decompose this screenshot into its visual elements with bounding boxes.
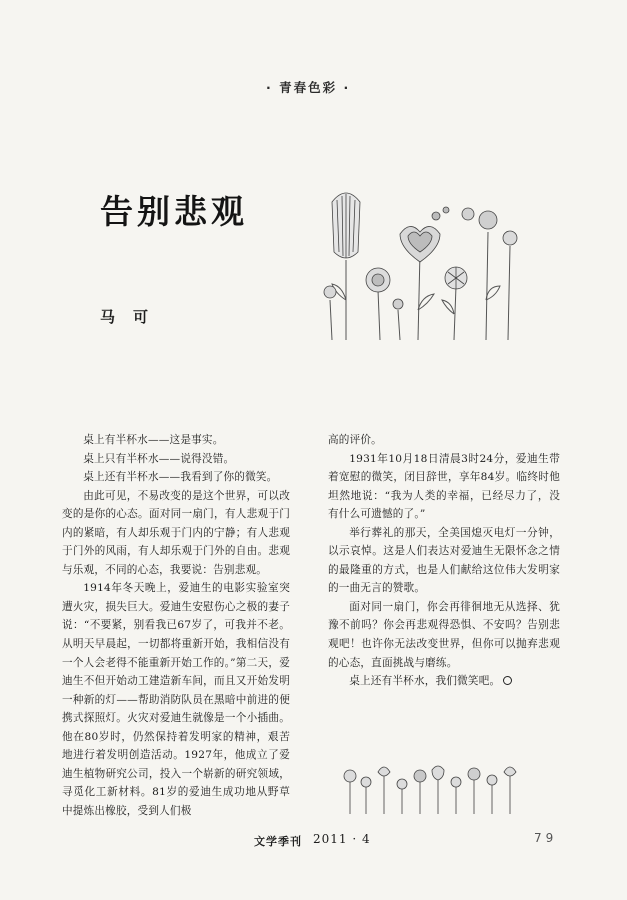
- body-paragraph: 举行葬礼的那天，全美国熄灭电灯一分钟，以示哀悼。这是人们表达对爱迪生无限怀念之情的最隆重的方式，也是人们献给这位伟大发明家的一曲无言的赞歌。: [328, 526, 560, 595]
- article-author: 马可: [100, 308, 167, 326]
- body-paragraph: 由此可见，不易改变的是这个世界，可以改变的是你的心态。面对同一扇门，有人悲观于门内的紧暗，有人却乐观于门内的宁静；有人悲观于门外的风雨，有人却乐观于门外的自由。悲观与乐观，不同的心态，我要说：告别悲观。: [62, 489, 290, 576]
- article-title: 告别悲观: [100, 192, 248, 231]
- body-paragraph: 1931年10月18日清晨3时24分，爱迪生带着宽慰的微笑，闭目辞世，享年84岁。临终时他坦然地说：“我为人类的幸福，已经尽力了，没有什么可遗憾的了。”: [328, 452, 560, 521]
- article-body-right: [328, 431, 560, 691]
- closing-paragraph: [328, 672, 560, 691]
- body-paragraph: 桌上只有半杯水——说得没错。: [83, 452, 235, 465]
- body-paragraph: 桌上还有半杯水——我看到了你的微笑。: [83, 471, 278, 484]
- column-label: · 青春色彩 ·: [266, 80, 351, 95]
- body-paragraph: 面对同一扇门，你会再徘徊地无从选择、犹豫不前吗？你会再悲观得恐惧、不安吗？告别悲观吧！也许你无法改变世界，但你可以抛弃悲观的心态，直面挑战与磨练。: [328, 600, 560, 669]
- publication-name: 文学季刊: [254, 835, 302, 848]
- closing-text: 桌上还有半杯水，我们微笑吧。: [349, 675, 501, 688]
- flower-strip-illustration: [340, 762, 520, 818]
- issue-number: 2011 · 4: [313, 832, 371, 846]
- flower-illustration: [318, 190, 528, 350]
- body-paragraph: 高的评价。: [328, 434, 382, 446]
- body-paragraph: 1914年冬天晚上，爱迪生的电影实验室突遭火灾，损失巨大。爱迪生安慰伤心之极的妻子说：“不要紧，别看我已67岁了，可我并不老。从明天早晨起，一切都将重新开始，我相信没有一个人会老得不能重新开始工作的。”第二天，爱迪生不但开始动工建造新车间，而且又开始发明一种新的灯——帮助消防队员在黑暗中前进的便携式探照灯。火灾对爱迪生就像是一个小插曲。他在80岁时，仍然保持着发明家的精神，艰苦地进行着发明创造活动。1927年，他成立了爱迪生植物研究公司，投入一个崭新的研究领域，寻觅化工新材料。81岁的爱迪生成功地从野草中提炼出橡胶，受到人们极: [62, 582, 290, 817]
- page-number: 79: [534, 831, 558, 845]
- article-body-left: [62, 431, 290, 820]
- body-paragraph: 桌上有半杯水——这是事实。: [83, 434, 224, 446]
- end-mark-icon: [503, 676, 512, 685]
